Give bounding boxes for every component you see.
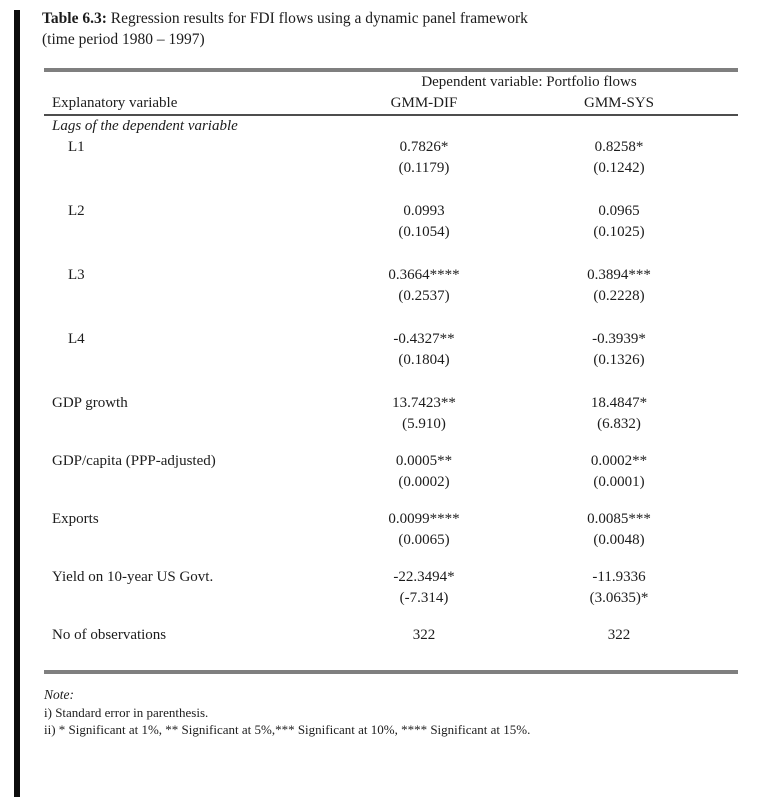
coef-value: 0.0993 [403, 203, 445, 219]
gmm-dif-cell [334, 509, 514, 551]
row-label: L3 [68, 267, 85, 283]
gmm-dif-cell [334, 265, 514, 307]
table-row-exports [44, 509, 738, 551]
table-caption [42, 8, 744, 50]
se-value: (3.0635)* [589, 590, 649, 606]
table-row-gdp-growth [44, 393, 738, 435]
gmm-sys-cell [514, 201, 724, 243]
table-row-observations [44, 625, 738, 646]
table-row-l4 [44, 329, 738, 371]
coef-value: 0.0965 [598, 203, 640, 219]
coef-value: 13.7423** [392, 395, 456, 411]
coef-value: -0.4327** [393, 331, 455, 347]
coef-value: 0.8258* [594, 139, 644, 155]
note-line-2: ii) * Significant at 1%, ** Significant at 5%,*** Significant at 10%, **** Significant at 15%. [44, 722, 531, 737]
se-value: (0.0065) [398, 532, 450, 548]
gmm-sys-cell [514, 137, 724, 179]
gmm-sys-cell [514, 451, 724, 493]
coef-value: 0.3664**** [388, 267, 460, 283]
gmm-sys-cell [514, 509, 724, 551]
table-row-l1 [44, 137, 738, 179]
coef-value: -22.3494* [393, 569, 455, 585]
row-label: GDP/capita (PPP-adjusted) [52, 453, 216, 469]
row-label: No of observations [52, 627, 167, 643]
row-label: L2 [68, 203, 85, 219]
coef-value: -0.3939* [592, 331, 646, 347]
empty-cell [44, 72, 334, 93]
gmm-dif-cell [334, 393, 514, 435]
table-row-l2 [44, 201, 738, 243]
note-line-1: i) Standard error in parenthesis. [44, 704, 209, 720]
gmm-dif-cell [334, 137, 514, 179]
se-value: (0.1054) [398, 224, 450, 240]
se-value: (0.0002) [398, 474, 450, 490]
se-value: (0.2537) [398, 288, 450, 304]
se-value: (0.1804) [398, 352, 450, 368]
section-header-lags: Lags of the dependent variable [52, 118, 238, 134]
coef-value: 0.0005** [395, 453, 453, 469]
dependent-variable-header-row [44, 72, 738, 93]
row-label: Yield on 10-year US Govt. [52, 569, 214, 585]
column-header-gmm-sys: GMM-SYS [583, 95, 655, 111]
table-caption-period: (time period 1980 – 1997) [42, 31, 205, 48]
gmm-sys-cell [514, 393, 724, 435]
gmm-dif-cell [334, 329, 514, 371]
coef-value: 0.0099**** [388, 511, 460, 527]
row-label: L4 [68, 331, 85, 347]
table-row-gdp-capita [44, 451, 738, 493]
obs-value-dif: 322 [412, 627, 436, 643]
se-value: (-7.314) [399, 590, 449, 606]
gmm-sys-cell [514, 567, 724, 609]
column-header-gmm-dif: GMM-DIF [390, 95, 458, 111]
gmm-sys-cell [514, 265, 724, 307]
row-label: L1 [68, 139, 85, 155]
obs-value-sys: 322 [607, 627, 631, 643]
table-note [44, 686, 744, 739]
row-label: GDP growth [52, 395, 128, 411]
coef-value: 18.4847* [590, 395, 648, 411]
column-header-explanatory: Explanatory variable [52, 95, 178, 111]
gmm-dif-cell [334, 201, 514, 243]
section-header-row [44, 116, 738, 137]
left-margin-scan-bar [14, 10, 20, 797]
table-caption-title: Regression results for FDI flows using a dynamic panel framework [110, 10, 528, 27]
coef-value: 0.0002** [590, 453, 648, 469]
coef-value: 0.7826* [399, 139, 449, 155]
dependent-variable-header: Dependent variable: Portfolio flows [421, 74, 637, 90]
table-bottom-rule [44, 670, 738, 674]
se-value: (6.832) [597, 416, 641, 432]
gmm-sys-cell [514, 329, 724, 371]
se-value: (0.2228) [593, 288, 645, 304]
column-header-row [44, 93, 738, 114]
note-heading: Note: [44, 687, 74, 702]
coef-value: 0.0085*** [587, 511, 651, 527]
se-value: (0.1242) [593, 160, 645, 176]
coef-value: 0.3894*** [587, 267, 651, 283]
table-row-yield [44, 567, 738, 609]
table-row-l3 [44, 265, 738, 307]
se-value: (0.0001) [593, 474, 645, 490]
se-value: (5.910) [402, 416, 446, 432]
regression-table [44, 68, 738, 674]
se-value: (0.1326) [593, 352, 645, 368]
se-value: (0.0048) [593, 532, 645, 548]
coef-value: -11.9336 [592, 569, 646, 585]
gmm-dif-cell [334, 451, 514, 493]
se-value: (0.1179) [398, 160, 450, 176]
se-value: (0.1025) [593, 224, 645, 240]
table-caption-number: Table 6.3: [42, 10, 107, 27]
gmm-dif-cell [334, 567, 514, 609]
row-label: Exports [52, 511, 99, 527]
page-content [42, 8, 744, 739]
